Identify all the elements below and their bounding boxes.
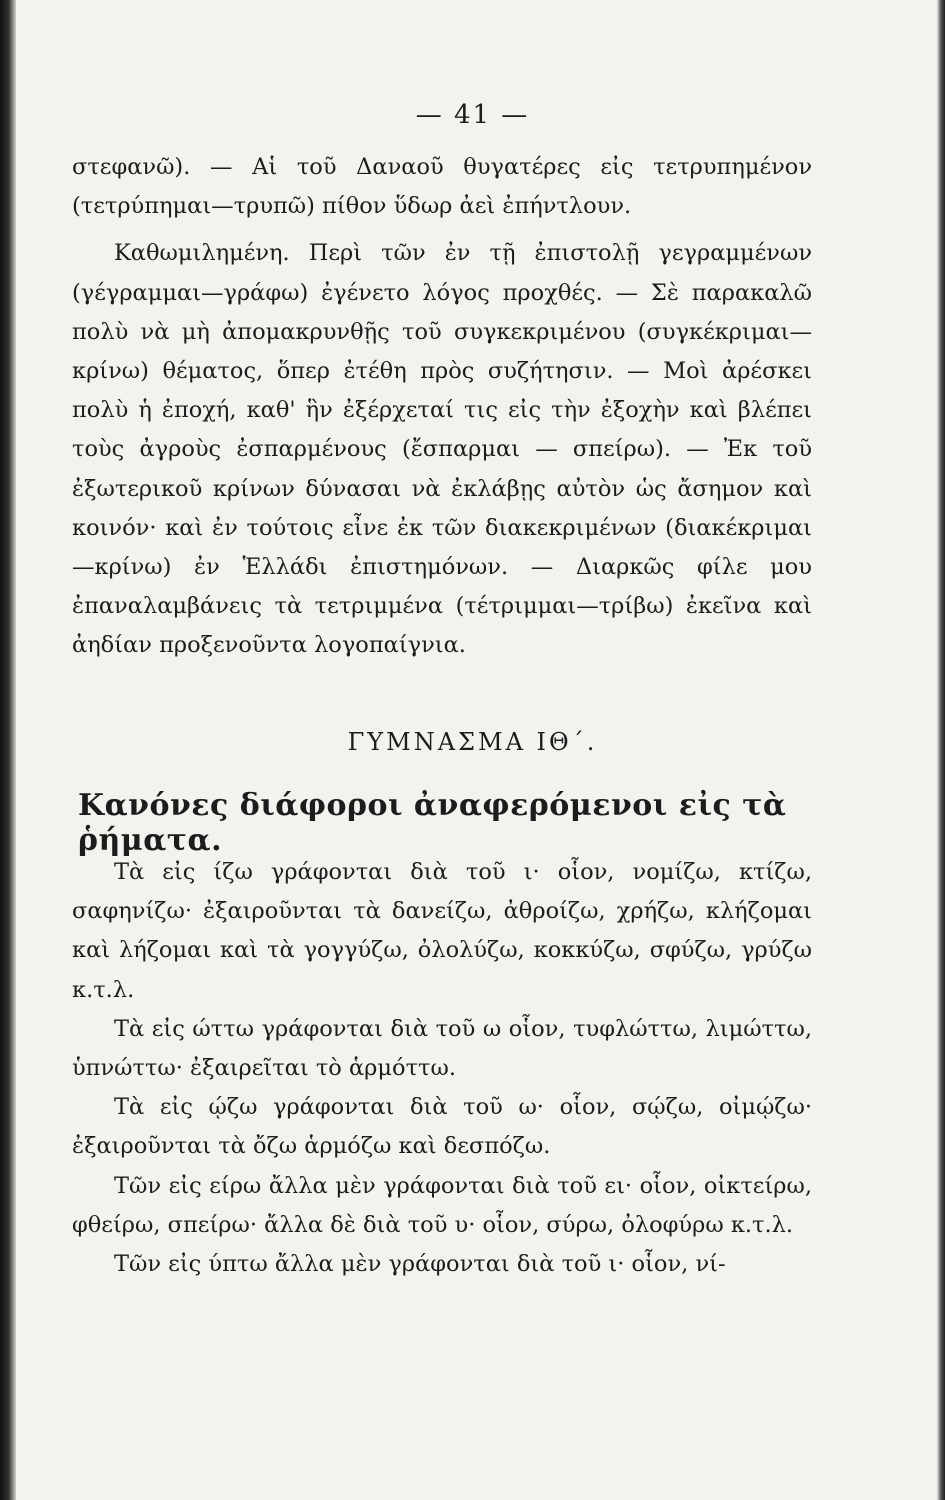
- exercise-subtitle: Κανόνες διάφοροι ἀναφερόμενοι εἰς τὰ ῥήματα.: [78, 788, 787, 858]
- rule-izo: Τὰ εἰς ίζω γράφονται διὰ τοῦ ι· οἷον, νομίζω, κτίζω, σαφηνίζω· ἐξαιροῦνται τὰ δανείζω, ἀθροίζω, χρήζω, κλήζομαι καὶ λήζομαι καὶ τὰ γογγύζω, ὀλολύζω, κοκκύζω, σφύζω, γρύζω κ.τ.λ.: [72, 859, 812, 1003]
- paragraph-gap: [72, 226, 812, 234]
- exercise-heading: ΓΥΜΝΑΣΜΑ ΙΘ΄.: [347, 728, 598, 756]
- paragraph-kathomilimeni: Καθωμιλημένη. Περὶ τῶν ἐν τῇ ἐπιστολῇ γεγραμμένων (γέγραμμαι—γράφω) ἐγένετο λόγος προχθές. — Σὲ παρακαλῶ πολὺ νὰ μὴ ἀπομακρυνθῇς τοῦ συγκεκριμένου (συγκέκριμαι—κρίνω) θέματος, ὅπερ ἐτέθη πρὸς συζήτησιν. — Μοὶ ἀρέσκει πολὺ ἡ ἐποχή, καθ' ἣν ἐξέρχεταί τις εἰς τὴν ἐξοχὴν καὶ βλέπει τοὺς ἀγροὺς ἐσπαρμένους (ἔσπαρμαι — σπείρω). — Ἐκ τοῦ ἐξωτερικοῦ κρίνων δύνασαι νὰ ἐκλάβῃς αὐτὸν ὡς ἄσημον καὶ κοινόν· καὶ ἐν τούτοις εἶνε ἐκ τῶν διακεκριμένων (διακέκριμαι—κρίνω) ἐν Ἑλλάδι ἐπιστημόνων. — Διαρκῶς φίλε μου ἐπαναλαμβάνεις τὰ τετριμμένα (τέτριμμαι—τρίβω) ἐκεῖνα καὶ ἀηδίαν προξενοῦντα λογοπαίγνια.: [72, 240, 812, 659]
- passage-verbs-in-context: [72, 148, 812, 666]
- rule-eiro: Τῶν εἰς είρω ἄλλα μὲν γράφονται διὰ τοῦ ει· οἷον, οἰκτείρω, φθείρω, σπείρω· ἄλλα δὲ διὰ τοῦ υ· οἷον, σύρω, ὀλοφύρω κ.τ.λ.: [72, 1172, 812, 1238]
- rule-ozo: Τὰ εἰς ῴζω γράφονται διὰ τοῦ ω· οἷον, σῴζω, οἰμῴζω· ἐξαιροῦνται τὰ ὄζω ἁρμόζω καὶ δεσπόζω.: [72, 1094, 812, 1160]
- page-number: — 41 —: [415, 100, 530, 130]
- paragraph-danaids: στεφανῶ). — Αἱ τοῦ Δαναοῦ θυγατέρες εἰς τετρυπημένον (τετρύπημαι—τρυπῶ) πίθον ὕδωρ ἀεὶ ἐπήντλουν.: [72, 154, 812, 220]
- rule-ypto: Τῶν εἰς ύπτω ἄλλα μὲν γράφονται διὰ τοῦ ι· οἷον, νί-: [114, 1251, 726, 1278]
- passage-verb-rules: [72, 853, 812, 1284]
- rule-otto: Τὰ εἰς ώττω γράφονται διὰ τοῦ ω οἷον, τυφλώττω, λιμώττω, ὑπνώττω· ἐξαιρεῖται τὸ ἁρμόττω.: [72, 1015, 812, 1082]
